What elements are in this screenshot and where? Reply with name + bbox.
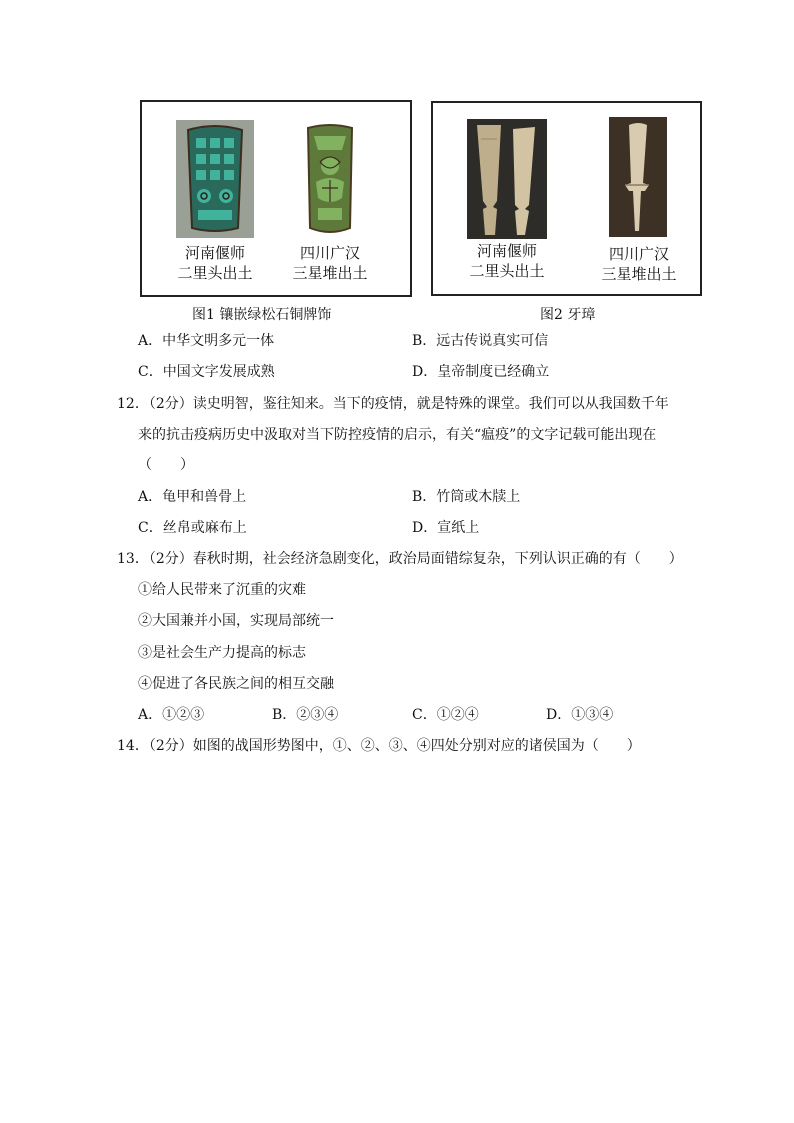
q12-option-c[interactable]: C．丝帛或麻布上 <box>138 520 247 536</box>
figure1-right-caption: 四川广汉 三星堆出土 <box>292 244 368 282</box>
figure1-frame <box>140 100 412 297</box>
q13-option-d[interactable]: D．①③④ <box>546 707 614 723</box>
q11-option-a[interactable]: A．中华文明多元一体 <box>138 333 275 349</box>
figure2-frame <box>431 101 702 296</box>
q13-item-4: ④促进了各民族之间的相互交融 <box>138 676 334 692</box>
q12-stem-line2: 来的抗击疫病历史中汲取对当下防控疫情的启示，有关“瘟疫”的文字记载可能出现在 <box>138 427 657 443</box>
yazhang-pair-image <box>467 119 547 239</box>
q13-item-1: ①给人民带来了沉重的灾难 <box>138 582 306 598</box>
q13-item-3: ③是社会生产力提高的标志 <box>138 645 306 661</box>
q13-option-a[interactable]: A．①②③ <box>138 707 205 723</box>
q13-option-c[interactable]: C．①②④ <box>412 707 479 723</box>
bronze-plaque-image <box>302 122 358 238</box>
q14-stem: 14．（2分）如图的战国形势图中，①、②、③、④四处分别对应的诸侯国为（ ） <box>117 738 641 754</box>
q11-option-b[interactable]: B．远古传说真实可信 <box>412 333 549 349</box>
figure1-caption: 图1 镶嵌绿松石铜牌饰 <box>192 307 332 323</box>
q11-option-d[interactable]: D．皇帝制度已经确立 <box>412 364 550 380</box>
turquoise-plaque-image <box>176 120 254 238</box>
q12-stem-line1: 12．（2分）读史明智，鉴往知来。当下的疫情，就是特殊的课堂。我们可以从我国数千年 <box>117 396 669 412</box>
q12-stem-line3: （ ） <box>138 457 194 473</box>
q13-item-2: ②大国兼并小国，实现局部统一 <box>138 613 334 629</box>
q12-option-a[interactable]: A．龟甲和兽骨上 <box>138 489 247 505</box>
figure2-caption: 图2 牙璋 <box>540 307 596 323</box>
q12-option-b[interactable]: B．竹筒或木牍上 <box>412 489 521 505</box>
q13-option-b[interactable]: B．②③④ <box>272 707 339 723</box>
q13-stem: 13．（2分）春秋时期，社会经济急剧变化，政治局面错综复杂，下列认识正确的有（ ） <box>117 551 683 567</box>
figure2-left-caption: 河南偃师 二里头出土 <box>469 242 545 280</box>
yazhang-single-image <box>609 117 667 237</box>
figure1-left-caption: 河南偃师 二里头出土 <box>177 244 253 282</box>
q12-option-d[interactable]: D．宣纸上 <box>412 520 480 536</box>
figure2-right-caption: 四川广汉 三星堆出土 <box>601 245 677 283</box>
q11-option-c[interactable]: C．中国文字发展成熟 <box>138 364 275 380</box>
